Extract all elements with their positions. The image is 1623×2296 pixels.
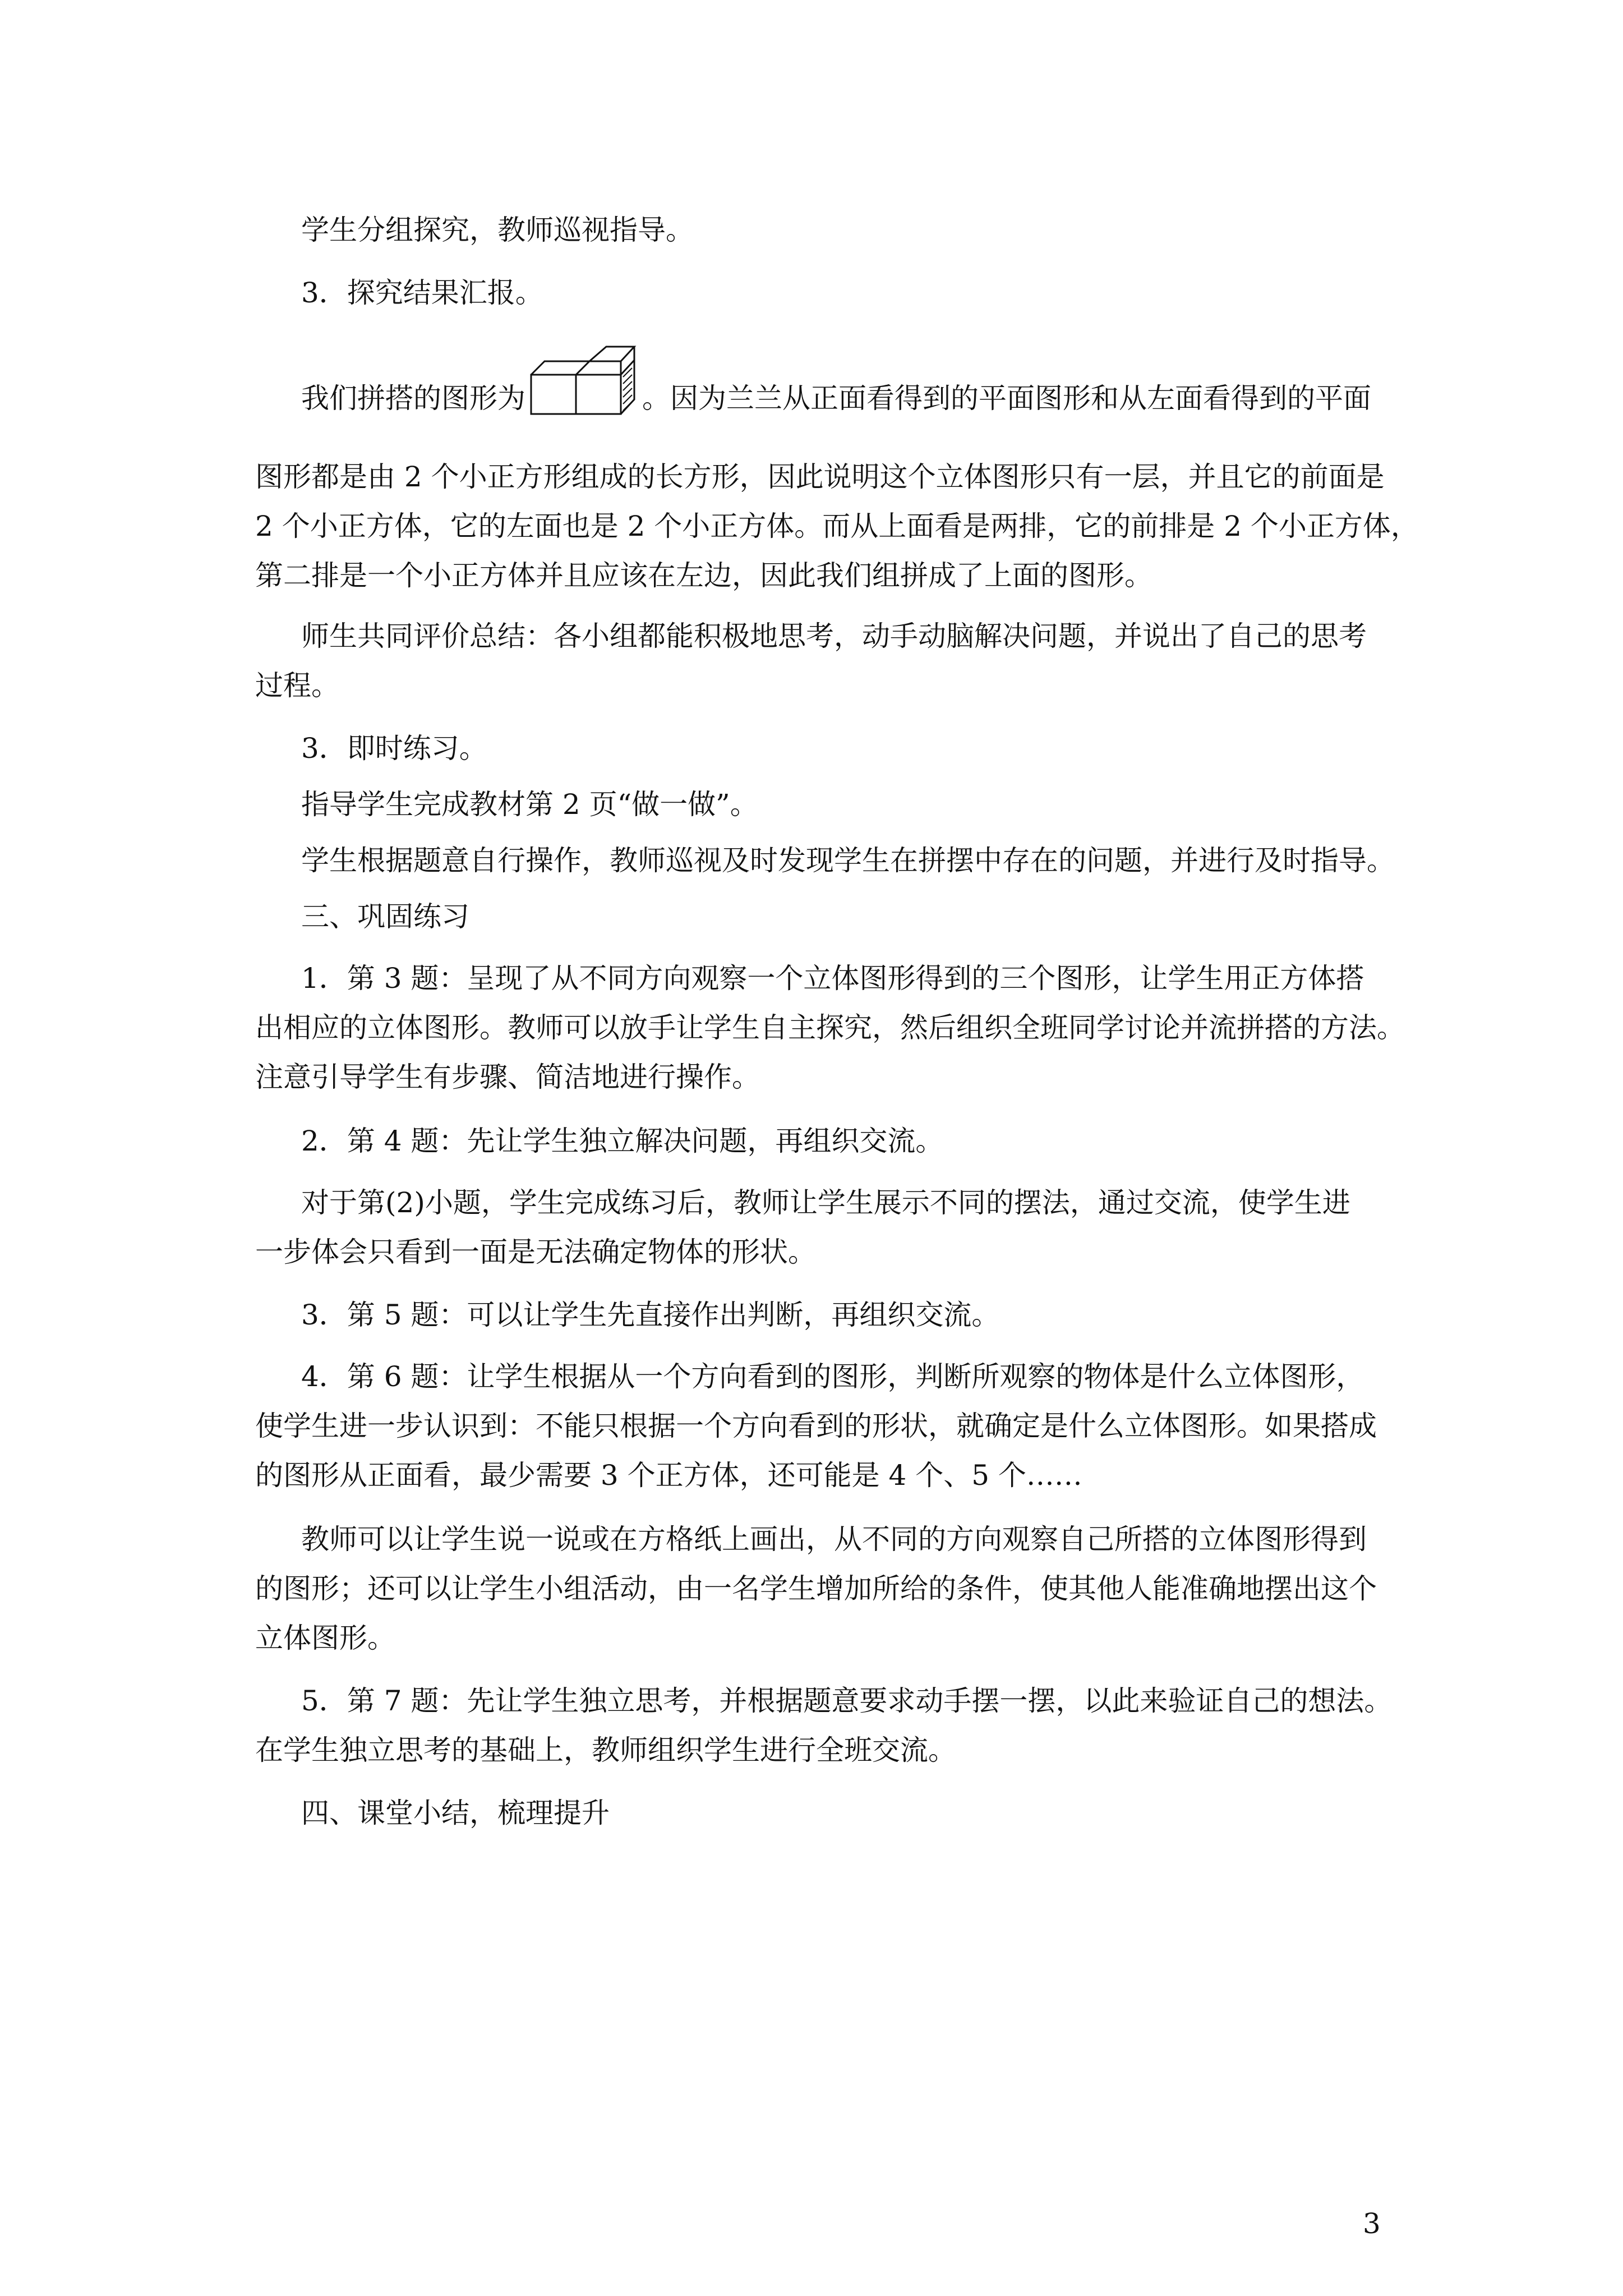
paragraph-line: 2 个小正方体，它的左面也是 2 个小正方体。而从上面看是两排，它的前排是 2 个小正方体， [255, 510, 1419, 542]
paragraph-line: 第二排是一个小正方体并且应该在左边，因此我们组拼成了上面的图形。 [255, 559, 1152, 592]
section-heading: 三、巩固练习 [301, 900, 469, 933]
paragraph-line: 图形都是由 2 个小正方形组成的长方形，因此说明这个立体图形只有一层，并且它的前面是 [255, 461, 1385, 493]
paragraph-line: 过程。 [255, 669, 339, 702]
paragraph-line: 的图形从正面看，最少需要 3 个正方体，还可能是 4 个、5 个…… [255, 1459, 1082, 1492]
paragraph-line: 注意引导学生有步骤、简洁地进行操作。 [255, 1061, 760, 1093]
paragraph: 2．第 4 题：先让学生独立解决问题，再组织交流。 [301, 1125, 944, 1157]
paragraph: 3．第 5 题：可以让学生先直接作出判断，再组织交流。 [301, 1299, 1000, 1331]
paragraph-text: 。因为兰兰从正面看得到的平面图形和从左面看得到的平面 [642, 382, 1371, 415]
paragraph-text: 我们拼搭的图形为 [301, 382, 525, 415]
paragraph-line: 教师可以让学生说一说或在方格纸上画出，从不同的方向观察自己所搭的立体图形得到 [301, 1523, 1367, 1556]
paragraph-line: 一步体会只看到一面是无法确定物体的形状。 [255, 1236, 816, 1268]
paragraph: 3．探究结果汇报。 [301, 277, 543, 309]
paragraph: 3．即时练习。 [301, 732, 487, 765]
paragraph-line: 对于第(2)小题，学生完成练习后，教师让学生展示不同的摆法，通过交流，使学生进 [301, 1186, 1350, 1219]
paragraph-line: 的图形；还可以让学生小组活动，由一名学生增加所给的条件，使其他人能准确地摆出这个 [255, 1572, 1377, 1605]
paragraph-line: 立体图形。 [255, 1622, 395, 1654]
paragraph-with-figure [301, 343, 1371, 427]
paragraph: 学生分组探究，教师巡视指导。 [301, 214, 694, 246]
paragraph-line: 在学生独立思考的基础上，教师组织学生进行全班交流。 [255, 1734, 956, 1766]
paragraph-line: 出相应的立体图形。教师可以放手让学生自主探究，然后组织全班同学讨论并流拼搭的方法。 [255, 1011, 1405, 1044]
paragraph-line: 4．第 6 题：让学生根据从一个方向看到的图形，判断所观察的物体是什么立体图形， [301, 1360, 1364, 1393]
paragraph: 指导学生完成教材第 2 页“做一做”。 [301, 788, 758, 821]
paragraph-line: 5．第 7 题：先让学生独立思考，并根据题意要求动手摆一摆，以此来验证自己的想法。 [301, 1685, 1393, 1717]
section-heading: 四、课堂小结，梳理提升 [301, 1797, 610, 1829]
cube-arrangement-icon [528, 343, 640, 416]
paragraph: 学生根据题意自行操作，教师巡视及时发现学生在拼摆中存在的问题，并进行及时指导。 [301, 844, 1395, 877]
page-number: 3 [1363, 2207, 1381, 2240]
paragraph-line: 1．第 3 题：呈现了从不同方向观察一个立体图形得到的三个图形，让学生用正方体搭 [301, 962, 1364, 995]
paragraph-line: 使学生进一步认识到：不能只根据一个方向看到的形状，就确定是什么立体图形。如果搭成 [255, 1410, 1377, 1442]
paragraph-line: 师生共同评价总结：各小组都能积极地思考，动手动脑解决问题，并说出了自己的思考 [301, 620, 1367, 652]
